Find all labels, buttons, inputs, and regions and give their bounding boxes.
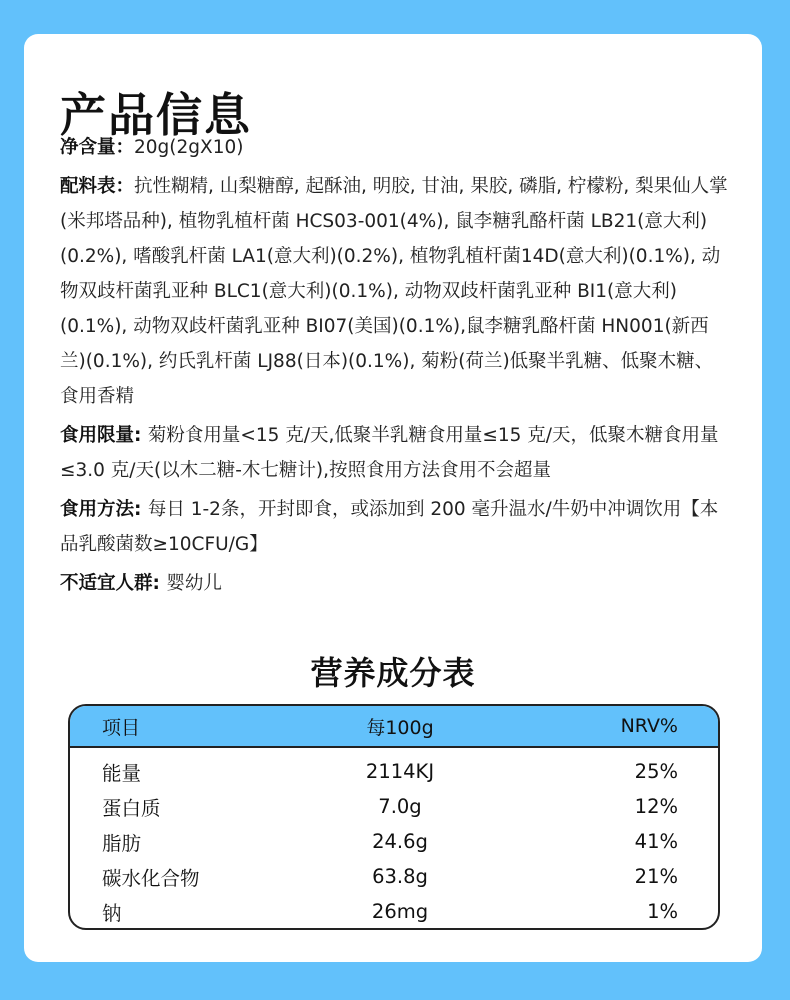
row-nrv: 41% [634,830,678,853]
row-per100g: 24.6g [372,830,428,853]
product-info-card [24,34,762,962]
unsuitable-label: 不适宜人群: [60,573,167,594]
net-content-value: 20g(2gX10) [134,137,244,158]
page-title: 产品信息 [60,88,252,142]
net-content-line [60,130,730,165]
row-per100g: 2114KJ [365,760,435,783]
table-row [70,824,718,859]
row-per100g: 26mg [371,900,429,923]
product-info-section [60,130,730,605]
usage-line [60,492,730,562]
nutrition-title: 营养成分表 [310,654,476,692]
header-per100g: 每100g [366,716,434,739]
row-item: 能量 [102,761,142,785]
row-item: 蛋白质 [102,796,161,820]
unsuitable-value: 婴幼儿 [166,573,222,594]
row-nrv: 25% [634,760,678,783]
row-per100g: 63.8g [372,865,428,888]
row-nrv: 21% [634,865,678,888]
intake-limit-value: 菊粉食用量<15 克/天,低聚半乳糖食用量≤15 克/天，低聚木糖食用量≤3.0 克/天(以木二糖-木七糖计),按照食用方法食用不会超量 [60,425,719,481]
row-item: 脂肪 [102,831,142,855]
nutrition-table-header [70,706,718,748]
intake-limit-label: 食用限量: [60,425,148,446]
row-item: 钠 [102,901,122,925]
ingredients-label: 配料表： [60,176,135,197]
nutrition-table [68,704,720,930]
header-nrv: NRV% [620,715,678,737]
table-row [70,754,718,789]
row-item: 碳水化合物 [102,866,200,890]
usage-value: 每日 1-2条，开封即食，或添加到 200 毫升温水/牛奶中冲调饮用【本品乳酸菌数≥10CFU/G】 [60,499,719,555]
row-per100g: 7.0g [378,795,422,818]
ingredients-value: 抗性糊精, 山梨糖醇, 起酥油, 明胶, 甘油, 果胶, 磷脂, 柠檬粉, 梨果仙人掌(米邦塔品种), 植物乳植杆菌 HCS03-001(4%), 鼠李糖乳酪杆菌 LB21(意大利)(0.2%), 嗜酸乳杆菌 LA1(意大利)(0.2%), 植物乳植杆菌14D(意大利)(0.1%), 动物双歧杆菌乳亚种 BLC1(意大利)(0.1%), 动物双歧杆菌乳亚种 BI1(意大利)(0.1%), 动物双歧杆菌乳亚种 BI07(美国)(0.1%),鼠李糖乳酪杆菌 HN001(新西兰)(0.1%), 约氏乳杆菌 LJ88(日本)(0.1%), 菊粉(荷兰)低聚半乳糖、低聚木糖、食用香精 [60,176,728,407]
usage-label: 食用方法: [60,499,148,520]
net-content-label: 净含量： [60,137,135,158]
intake-limit-line [60,418,730,488]
ingredients-line [60,169,730,414]
header-item: 项目 [102,716,141,739]
table-row [70,894,718,929]
table-row [70,789,718,824]
table-row [70,859,718,894]
row-nrv: 1% [647,900,678,923]
unsuitable-line [60,566,730,601]
row-nrv: 12% [634,795,678,818]
